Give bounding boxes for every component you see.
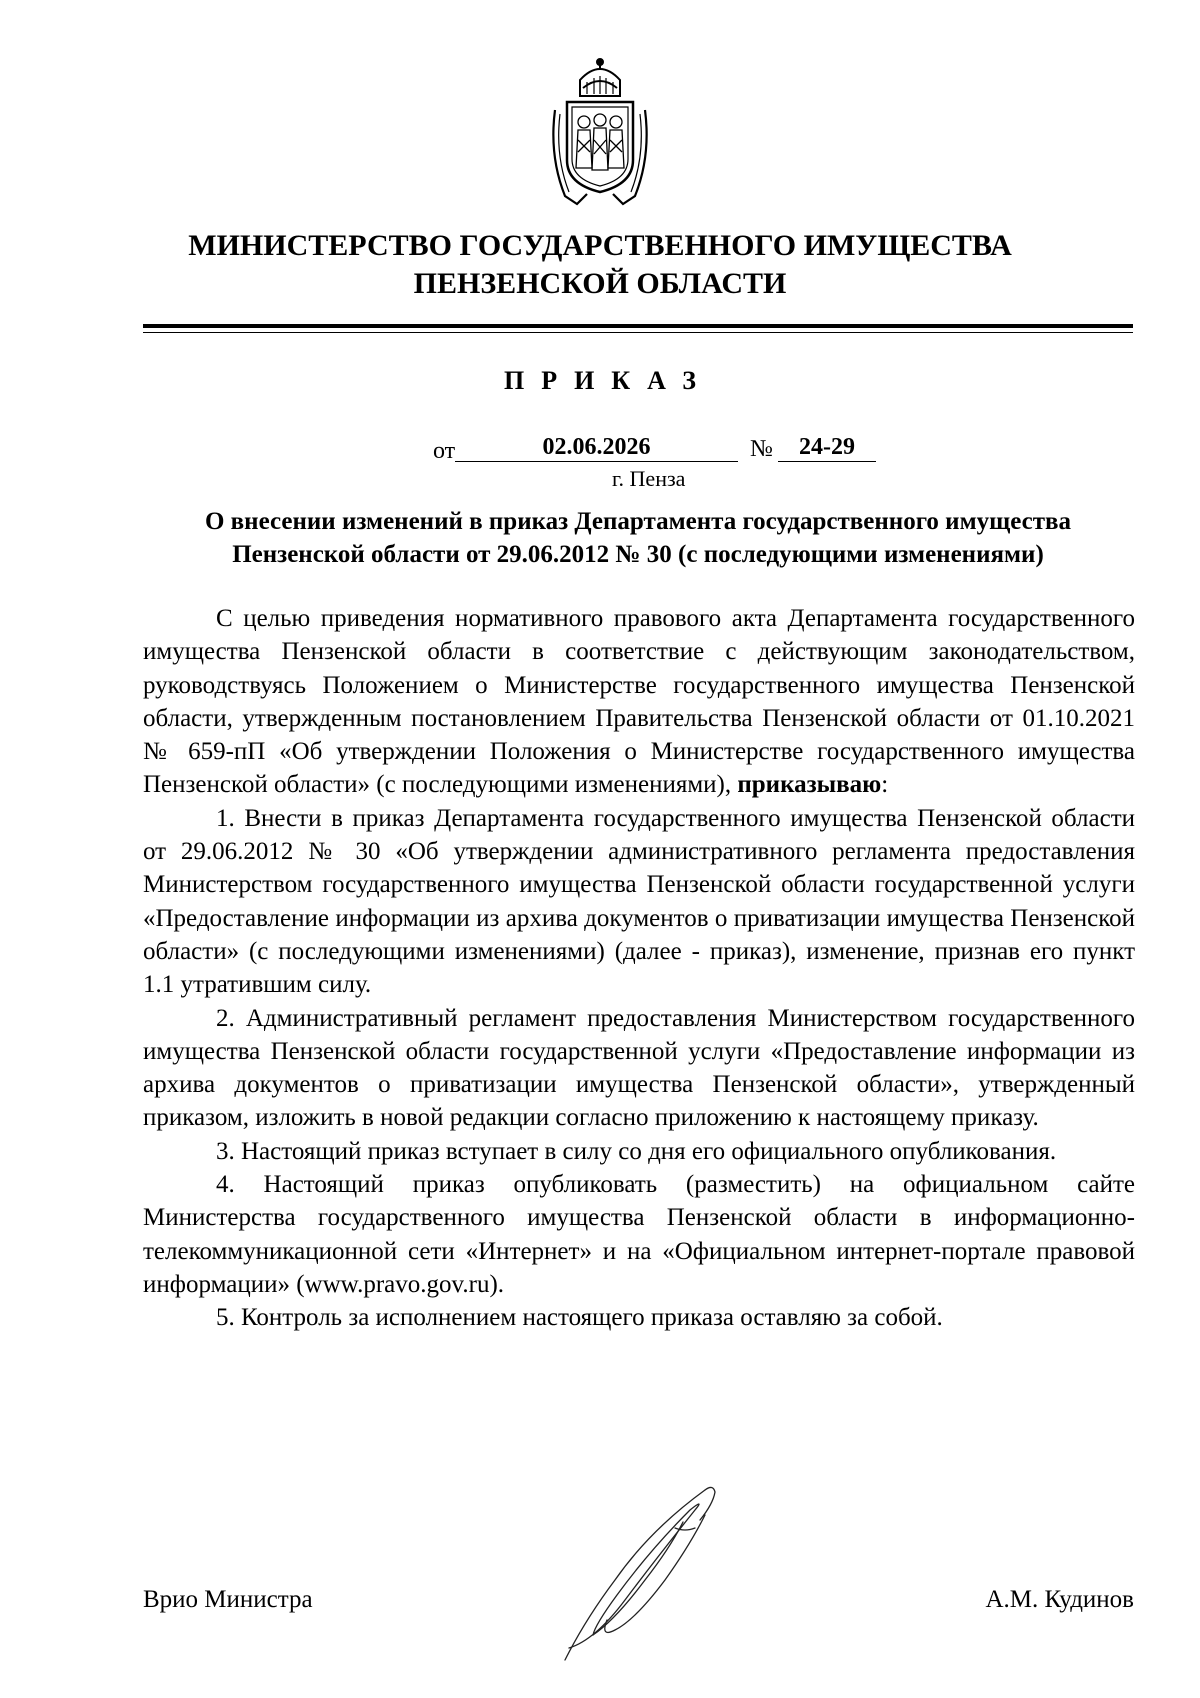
document-date: 02.06.2026 xyxy=(455,433,738,462)
handwritten-signature xyxy=(555,1470,755,1670)
item-2-paragraph: 2. Административный регламент предоставления Министерством государственного имущества Пензенской области государственной услуги «Предоставление информации из архива документов о приватизации имущества Пензенской области», утвержденный приказом, изложить в новой редакции согласно приложению к настоящему приказу. xyxy=(143,1004,1135,1132)
preamble-text: С целью приведения нормативного правового акта Департамента государственного имущества Пензенской области в соответствие с действующим законодательством, руководствуясь Положением о Министерстве государственного имущества Пензенской области, утвержденным постановлением Правительства Пензенской области от 01.10.2021 № 659-пП «Об утверждении Положения о Министерстве государственного имущества Пензенской области» (с последующими изменениями), xyxy=(143,605,1135,799)
subject-line1: О внесении изменений в приказ Департамента государственного имущества xyxy=(204,508,1071,535)
coat-of-arms-emblem xyxy=(547,56,653,210)
document-city: г. Пенза xyxy=(612,466,686,491)
item-3-paragraph: 3. Настоящий приказ вступает в силу со дня его официального опубликования. xyxy=(216,1137,1057,1165)
date-prefix: от xyxy=(433,438,456,464)
signer-title: Врио Министра xyxy=(143,1586,313,1613)
document-type-title: ПРИКАЗ xyxy=(503,366,714,395)
order-colon: : xyxy=(881,771,889,799)
header-divider-thick xyxy=(143,324,1133,328)
item-5-paragraph: 5. Контроль за исполнением настоящего приказа оставляю за собой. xyxy=(216,1304,943,1332)
organization-name-line2: ПЕНЗЕНСКОЙ ОБЛАСТИ xyxy=(413,267,787,300)
document-body xyxy=(143,602,1135,1335)
item-4-paragraph: 4. Настоящий приказ опубликовать (разместить) на официальном сайте Министерства государственного имущества Пензенской области в информационно-телекоммуникационной сети «Интернет» и на «Официальном интернет-портале правовой информации» (www.pravo.gov.ru). xyxy=(143,1171,1135,1298)
number-sign: № xyxy=(750,436,773,462)
item-1-paragraph: 1. Внести в приказ Департамента государственного имущества Пензенской области от 29.06.2012 № 30 «Об утверждении административного регламента предоставления Министерством государственного имущества Пензенской области государственной услуги «Предоставление информации из архива документов о приватизации имущества Пензенской области» (с последующими изменениями) (далее - приказ), изменение, признав его пункт 1.1 утратившим силу. xyxy=(143,804,1135,999)
subject-line2: Пензенской области от 29.06.2012 № 30 (с последующими изменениями) xyxy=(232,541,1044,568)
organization-name-line1: МИНИСТЕРСТВО ГОСУДАРСТВЕННОГО ИМУЩЕСТВА xyxy=(188,229,1012,262)
signer-name: А.М. Кудинов xyxy=(985,1586,1134,1613)
preamble-paragraph xyxy=(143,602,1135,802)
header-divider-thin xyxy=(143,332,1133,333)
document-number: 24-29 xyxy=(778,433,876,462)
document-subject xyxy=(143,505,1133,571)
order-word: приказываю xyxy=(737,771,882,799)
